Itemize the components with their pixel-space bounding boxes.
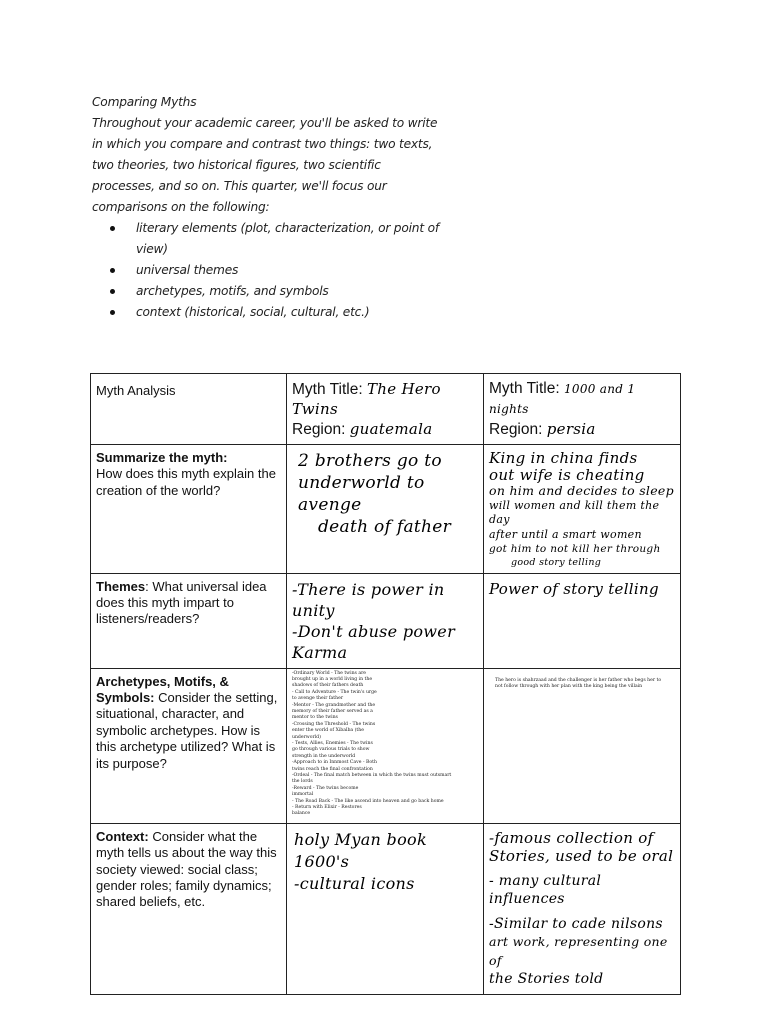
handwritten-line: -Similar to cade nilsons bbox=[489, 915, 663, 932]
handwritten-line: 1600's bbox=[294, 851, 350, 871]
question-cell bbox=[91, 445, 287, 574]
note-line: -Ordinary World - The twins are bbox=[292, 670, 367, 676]
answer-cell bbox=[287, 573, 484, 668]
table-row bbox=[91, 668, 681, 823]
table-row bbox=[91, 823, 681, 994]
handwritten-line: the Stories told bbox=[489, 971, 604, 988]
myth2-header-cell bbox=[484, 374, 681, 445]
note-line: - Return with Elixir - Restores bbox=[292, 805, 362, 811]
note-line: strength in the underworld bbox=[292, 753, 356, 759]
handwritten-line: 2 brothers go to bbox=[298, 451, 442, 471]
question-bold: Themes bbox=[96, 578, 146, 594]
note-line: brought up in a world living in the bbox=[292, 676, 373, 682]
intro-title: Comparing Myths bbox=[92, 95, 197, 109]
note-line: twins reach the final confrontation bbox=[292, 766, 373, 772]
answer-cell bbox=[484, 668, 681, 823]
header-cell bbox=[91, 374, 287, 445]
table-row bbox=[91, 445, 681, 574]
handwritten-line: unity bbox=[292, 600, 335, 620]
myth1-region: guatemala bbox=[349, 420, 433, 438]
list-item: universal themes bbox=[136, 260, 442, 281]
note-line: enter the world of Xibalba (the bbox=[292, 728, 364, 734]
note-line: mentor to the twins bbox=[292, 715, 338, 721]
answer-cell bbox=[287, 823, 484, 994]
handwritten-line: holy Myan book bbox=[294, 829, 427, 849]
list-item: context (historical, social, cultural, etc.) bbox=[136, 302, 442, 323]
note-line: to avenge their father bbox=[292, 696, 344, 702]
note-line: underworld) bbox=[292, 734, 321, 740]
handwritten-line: Power of story telling bbox=[489, 579, 659, 598]
note-line: - Call to Adventure - The twin's urge bbox=[292, 689, 377, 695]
question-cell bbox=[91, 668, 287, 823]
handwritten-line: will women and kill them the day bbox=[489, 498, 660, 526]
handwritten-line: Karma bbox=[292, 642, 348, 662]
table-title: Myth Analysis bbox=[96, 383, 176, 398]
note-line: shadows of their fathers death bbox=[292, 683, 364, 689]
region-label: Region: bbox=[489, 421, 543, 438]
focus-list bbox=[92, 218, 442, 323]
intro-paragraph: Throughout your academic career, you'll be asked to write in which you compare and contrast two things: two texts, two theories, two historical figures, two scientific processes, and so on. This quarter, we'll focus our comparisons on the following: bbox=[92, 116, 438, 214]
note-line: - Tests, Allies, Enemies - The twins bbox=[292, 740, 373, 746]
list-item: literary elements (plot, characterization, or point of view) bbox=[136, 218, 442, 260]
answer-cell bbox=[287, 668, 484, 823]
table-row bbox=[91, 573, 681, 668]
archetype-note: The hero is shahrzaad and the challenger is her father who begs her to not follow through with her plan with the king being the villain bbox=[495, 677, 662, 689]
handwritten-line: underworld to avenge bbox=[298, 473, 425, 515]
handwritten-line: -famous collection of bbox=[489, 828, 654, 847]
handwritten-line: out wife is cheating bbox=[489, 466, 645, 484]
note-line: memory of their father served as a bbox=[292, 708, 373, 714]
handwritten-line: Stories, used to be oral bbox=[489, 847, 674, 866]
myth-title-label: Myth Title: bbox=[489, 380, 560, 397]
handwritten-line: art work, representing one of bbox=[489, 934, 668, 968]
table-row bbox=[91, 374, 681, 445]
note-line: -Crossing the Threshold - The twins bbox=[292, 721, 376, 727]
note-line: immortal bbox=[292, 792, 314, 798]
handwritten-line: King in china finds bbox=[489, 449, 638, 467]
question-text: Consider the setting, situational, character, and symbolic archetypes. How is this archetype utilized? What is its purpose? bbox=[96, 689, 278, 771]
question-text: How does this myth explain the creation of the world? bbox=[96, 466, 276, 498]
list-item: archetypes, motifs, and symbols bbox=[136, 281, 442, 302]
handwritten-line: -Don't abuse power bbox=[292, 621, 456, 641]
myth1-header-cell bbox=[287, 374, 484, 445]
question-cell bbox=[91, 573, 287, 668]
myth-analysis-table bbox=[90, 373, 681, 995]
note-line: -Approach to in Innmost Cave - Both bbox=[292, 760, 377, 766]
myth2-region: persia bbox=[546, 420, 596, 438]
note-line: balance bbox=[292, 811, 311, 817]
handwritten-line: got him to not kill her through bbox=[489, 543, 661, 555]
note-line: -Mentor - The grandmother and the bbox=[292, 702, 376, 708]
region-label: Region: bbox=[292, 421, 346, 438]
question-bold: Context: bbox=[96, 828, 149, 844]
answer-cell bbox=[287, 445, 484, 574]
hero-journey-notes bbox=[292, 671, 478, 818]
handwritten-line: on him and decides to sleep bbox=[489, 483, 674, 498]
note-line: -Ordeal - The final match between in which the twins must outsmart bbox=[292, 773, 452, 778]
answer-cell bbox=[484, 445, 681, 574]
note-line: go through various trials to show bbox=[292, 747, 370, 753]
handwritten-line: - many cultural influences bbox=[489, 872, 602, 908]
question-text: Consider what the myth tells us about the way this society viewed: social class; gender roles; family dynamics; shared beliefs, etc. bbox=[96, 828, 277, 910]
handwritten-line: -cultural icons bbox=[294, 873, 415, 893]
question-bold: Archetypes, Motifs, & Symbols: bbox=[96, 673, 229, 705]
handwritten-line: good story telling bbox=[511, 556, 602, 568]
handwritten-line: -There is power in bbox=[292, 579, 445, 599]
handwritten-line: after until a smart women bbox=[489, 527, 642, 541]
intro-section bbox=[92, 92, 442, 323]
note-line: -Reward - The twins become bbox=[292, 785, 359, 791]
note-line: - The Road Back - The like ascend into heaven and go back home bbox=[292, 798, 444, 804]
question-cell bbox=[91, 823, 287, 994]
question-bold: Summarize the myth: bbox=[96, 450, 228, 465]
handwritten-line: death of father bbox=[318, 517, 452, 537]
note-line: the lords bbox=[292, 779, 313, 785]
myth2-title: 1000 and 1 nights bbox=[489, 382, 636, 416]
answer-cell bbox=[484, 823, 681, 994]
question-text: : What universal idea does this myth impart to listeners/readers? bbox=[96, 578, 267, 627]
myth1-title: The Hero Twins bbox=[292, 380, 441, 418]
myth-title-label: Myth Title: bbox=[292, 381, 363, 398]
answer-cell bbox=[484, 573, 681, 668]
